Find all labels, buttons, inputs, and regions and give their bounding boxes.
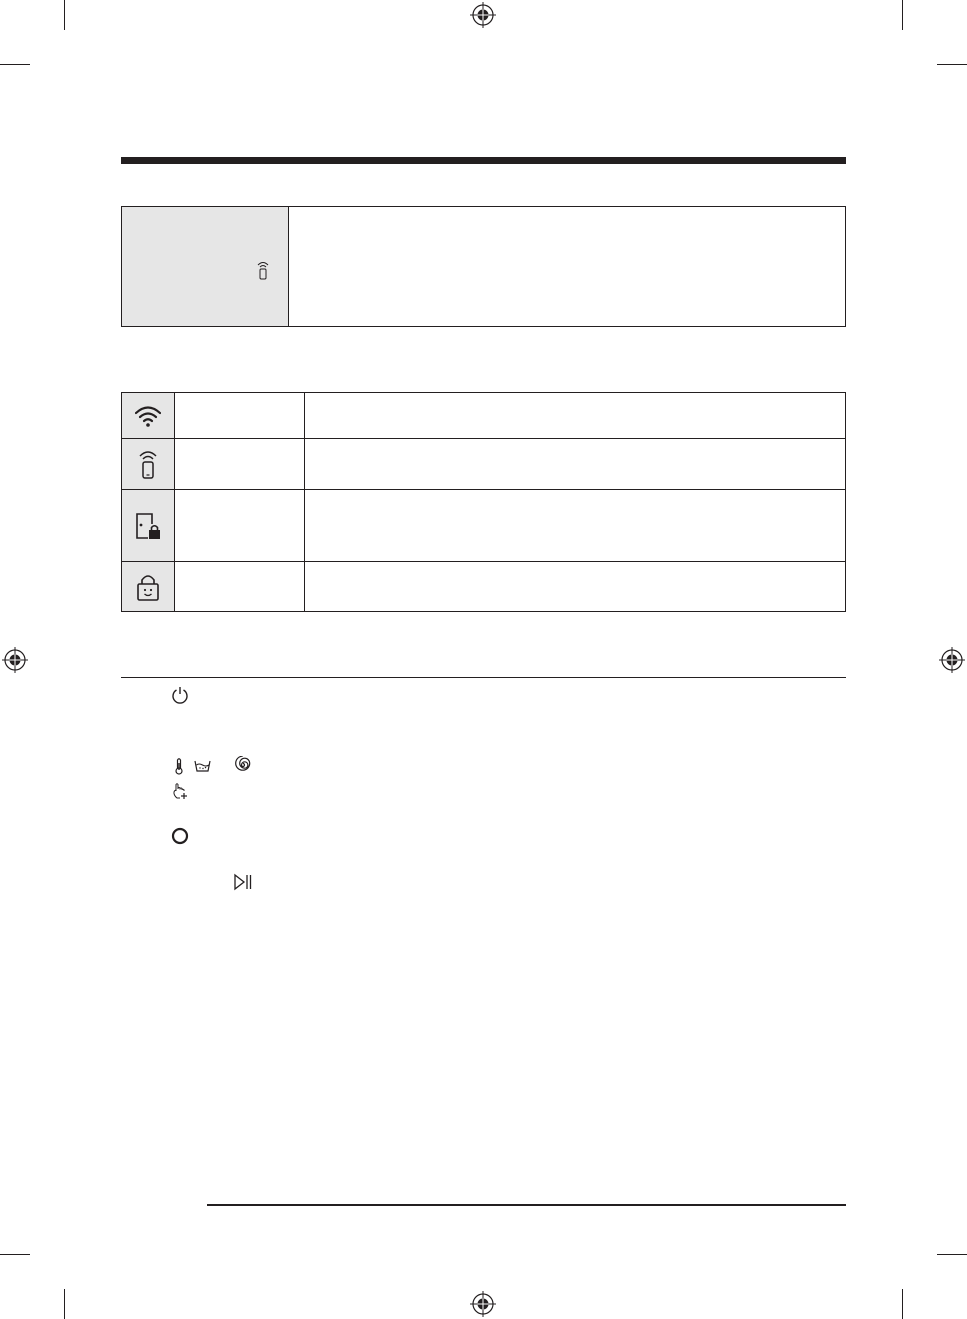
info-box-label-cell — [122, 207, 289, 326]
smart-control-icon — [256, 260, 270, 285]
icon-cell — [122, 490, 175, 562]
power-icon — [171, 686, 189, 704]
table-row — [122, 393, 846, 439]
add-option-icon — [171, 782, 189, 800]
table-row — [122, 562, 846, 612]
smart-control-icon — [122, 449, 174, 479]
temperature-icon — [174, 757, 184, 775]
trim-mark — [902, 1289, 903, 1319]
trim-mark — [64, 0, 65, 30]
info-box-description-cell — [289, 207, 845, 326]
rinse-icon — [194, 759, 211, 773]
child-lock-icon — [122, 572, 174, 602]
wifi-icon — [122, 405, 174, 427]
trim-mark — [64, 1289, 65, 1319]
section-divider — [121, 677, 846, 678]
indicator-name-cell — [175, 490, 305, 562]
trim-mark — [902, 0, 903, 30]
registration-crosshair-icon — [470, 2, 496, 28]
footer-rule — [207, 1204, 846, 1206]
section-title-rule — [121, 157, 846, 164]
indicator-name-cell — [175, 562, 305, 612]
icon-cell — [122, 393, 175, 439]
door-lock-icon — [122, 511, 174, 541]
trim-mark — [937, 1254, 967, 1255]
table-row — [122, 439, 846, 490]
registration-crosshair-icon — [2, 647, 28, 673]
indicator-icon-table — [121, 392, 846, 612]
icon-cell — [122, 562, 175, 612]
icon-cell — [122, 439, 175, 490]
table-row — [122, 490, 846, 562]
indicator-description-cell — [305, 490, 846, 562]
indicator-description-cell — [305, 393, 846, 439]
trim-mark — [937, 64, 967, 65]
indicator-name-cell — [175, 439, 305, 490]
indicator-name-cell — [175, 393, 305, 439]
registration-crosshair-icon — [470, 1291, 496, 1317]
indicator-description-cell — [305, 439, 846, 490]
spin-icon — [234, 756, 252, 774]
circle-button-icon — [171, 827, 189, 845]
trim-mark — [0, 64, 30, 65]
smart-control-info-box — [121, 206, 846, 327]
indicator-description-cell — [305, 562, 846, 612]
registration-crosshair-icon — [939, 647, 965, 673]
start-pause-icon — [233, 873, 253, 891]
trim-mark — [0, 1254, 30, 1255]
